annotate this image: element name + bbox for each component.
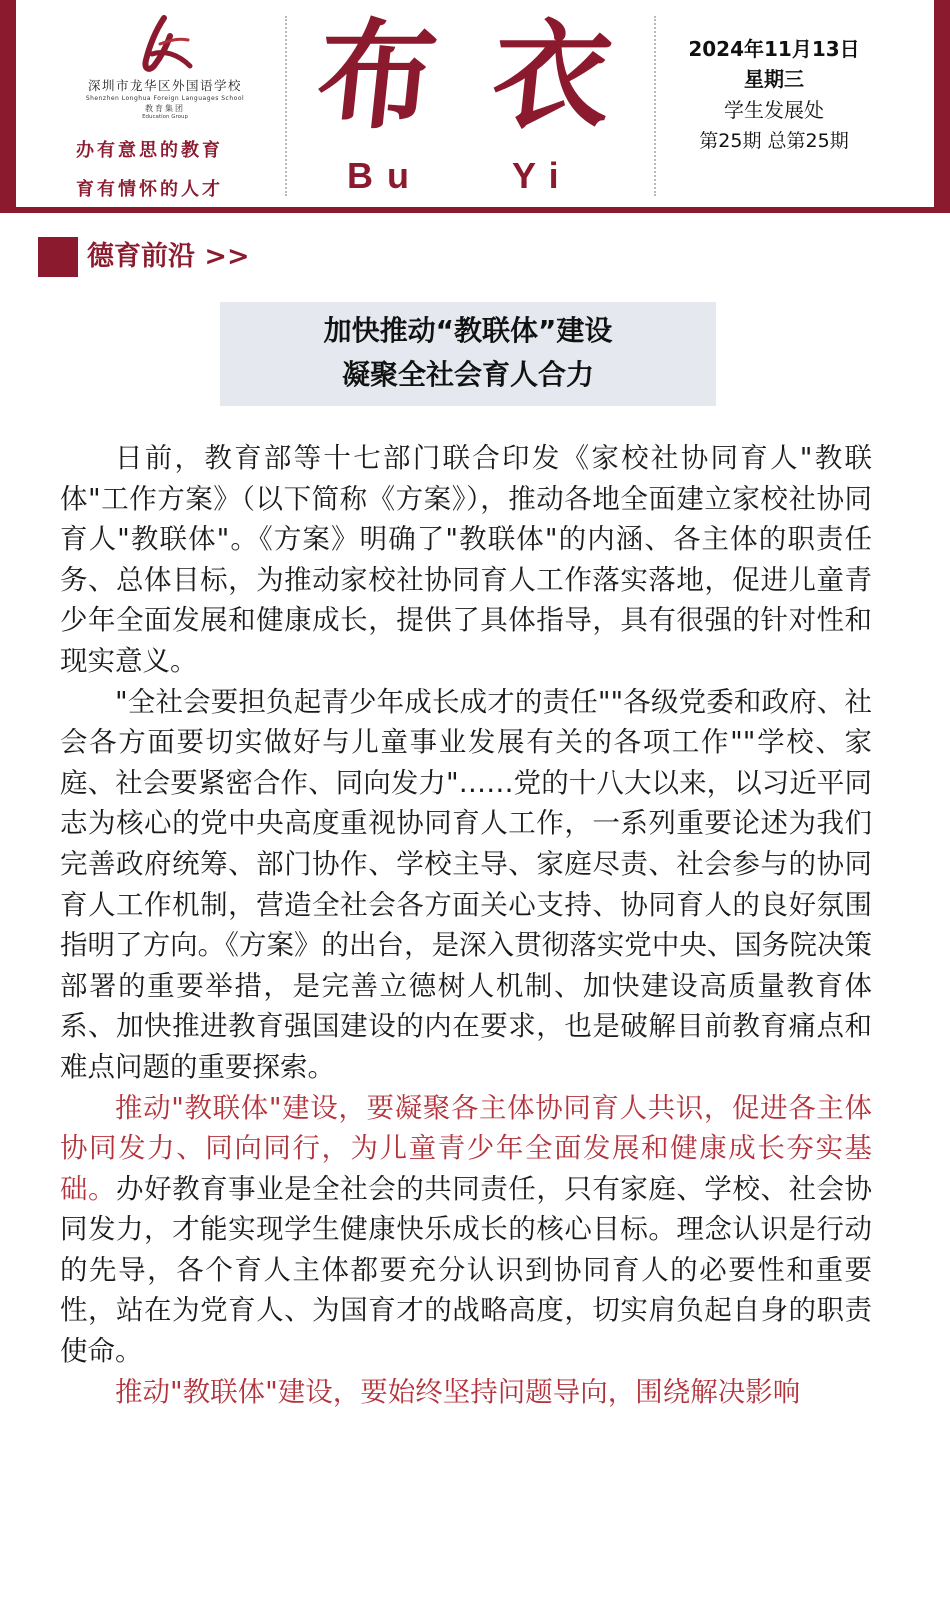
newspaper-title-pinyin-2: Yi: [512, 155, 573, 196]
article-paragraph-1: 日前，教育部等十七部门联合印发《家校社协同育人"教联体"工作方案》（以下简称《方案》），推动各地全面建立家校社协同育人"教联体"。《方案》明确了"教联体"的内涵、各主体的职责任务、总体目标，为推动家校社协同育人工作落实落地，促进儿童青少年全面发展和健康成长，提供了具体指导，具有很强的针对性和现实意义。: [60, 442, 872, 677]
masthead-divider-left: [285, 16, 287, 196]
newspaper-title-char-1: 布: [310, 6, 444, 145]
masthead-divider-right: [654, 16, 656, 196]
masthead-right-bar: [934, 0, 950, 213]
article-paragraph-4: [60, 1372, 872, 1413]
article-title-line-2: 凝聚全社会育人合力: [341, 358, 594, 391]
section-marker-block: [38, 237, 78, 277]
masthead-left-bar: [0, 0, 16, 213]
masthead: [0, 0, 950, 213]
motto-line-1: 办有意思的教育: [76, 140, 223, 161]
group-name-en: Education Group: [142, 114, 188, 120]
paragraph-3-text: 办好教育事业是全社会的共同责任，只有家庭、学校、社会协同发力，才能实现学生健康快乐成长的核心目标。理念认识是行动的先导，各个育人主体都要充分认识到协同育人的必要性和重要性，站在为党育人、为国育才的战略高度，切实肩负起自身的职责使命。: [60, 1172, 873, 1368]
newspaper-title-char-2: 衣: [485, 6, 619, 145]
school-logo-block: [60, 14, 270, 120]
school-name-en: Shenzhen Longhua Foreign Languages School: [85, 95, 245, 102]
group-name-cn: 教育集团: [145, 104, 185, 113]
article-title-box: [220, 302, 716, 406]
article-title-line-1: 加快推动“教联体”建设: [323, 314, 613, 347]
issue-date: 2024年11月13日: [688, 37, 860, 61]
paragraph-4-highlight: 推动"教联体"建设，要始终坚持问题导向，围绕解决影响: [115, 1375, 801, 1408]
masthead-bottom-rule: [16, 207, 934, 213]
issue-department: 学生发展处: [724, 98, 824, 122]
article-body: [60, 438, 872, 1412]
issue-info: [664, 34, 884, 156]
article-paragraph-2: "全社会要担负起青少年成长成才的责任""各级党委和政府、社会各方面要切实做好与儿童事业发展有关的各项工作""学校、家庭、社会要紧密合作、同向发力"……党的十八大以来，以习近平同志为核心的党中央高度重视协同育人工作，一系列重要论述为我们完善政府统筹、部门协作、学校主导、家庭尽责、社会参与的协同育人工作机制，营造全社会各方面关心支持、协同育人的良好氛围指明了方向。《方案》的出台，是深入贯彻落实党中央、国务院决策部署的重要举措，是完善立德树人机制、加快建设高质量教育体系、加快推进教育强国建设的内在要求，也是破解目前教育痛点和难点问题的重要探索。: [60, 685, 872, 1083]
section-title: 德育前沿 >>: [87, 241, 250, 272]
motto-line-2: 育有情怀的人才: [76, 179, 223, 200]
issue-number: 第25期 总第25期: [699, 130, 849, 152]
newspaper-title-pinyin-1: Bu: [347, 155, 423, 196]
article-paragraph-3: [60, 1088, 872, 1372]
paragraph-3-highlight: 推动"教联体"建设，要凝聚各主体协同育人共识，促进各主体协同发力、同向同行，为儿童青少年全面发展和健康成长夯实基础。: [60, 1091, 872, 1205]
issue-weekday: 星期三: [744, 67, 804, 91]
school-name-cn: 深圳市龙华区外国语学校: [87, 78, 242, 93]
school-logo-icon: [130, 14, 200, 78]
